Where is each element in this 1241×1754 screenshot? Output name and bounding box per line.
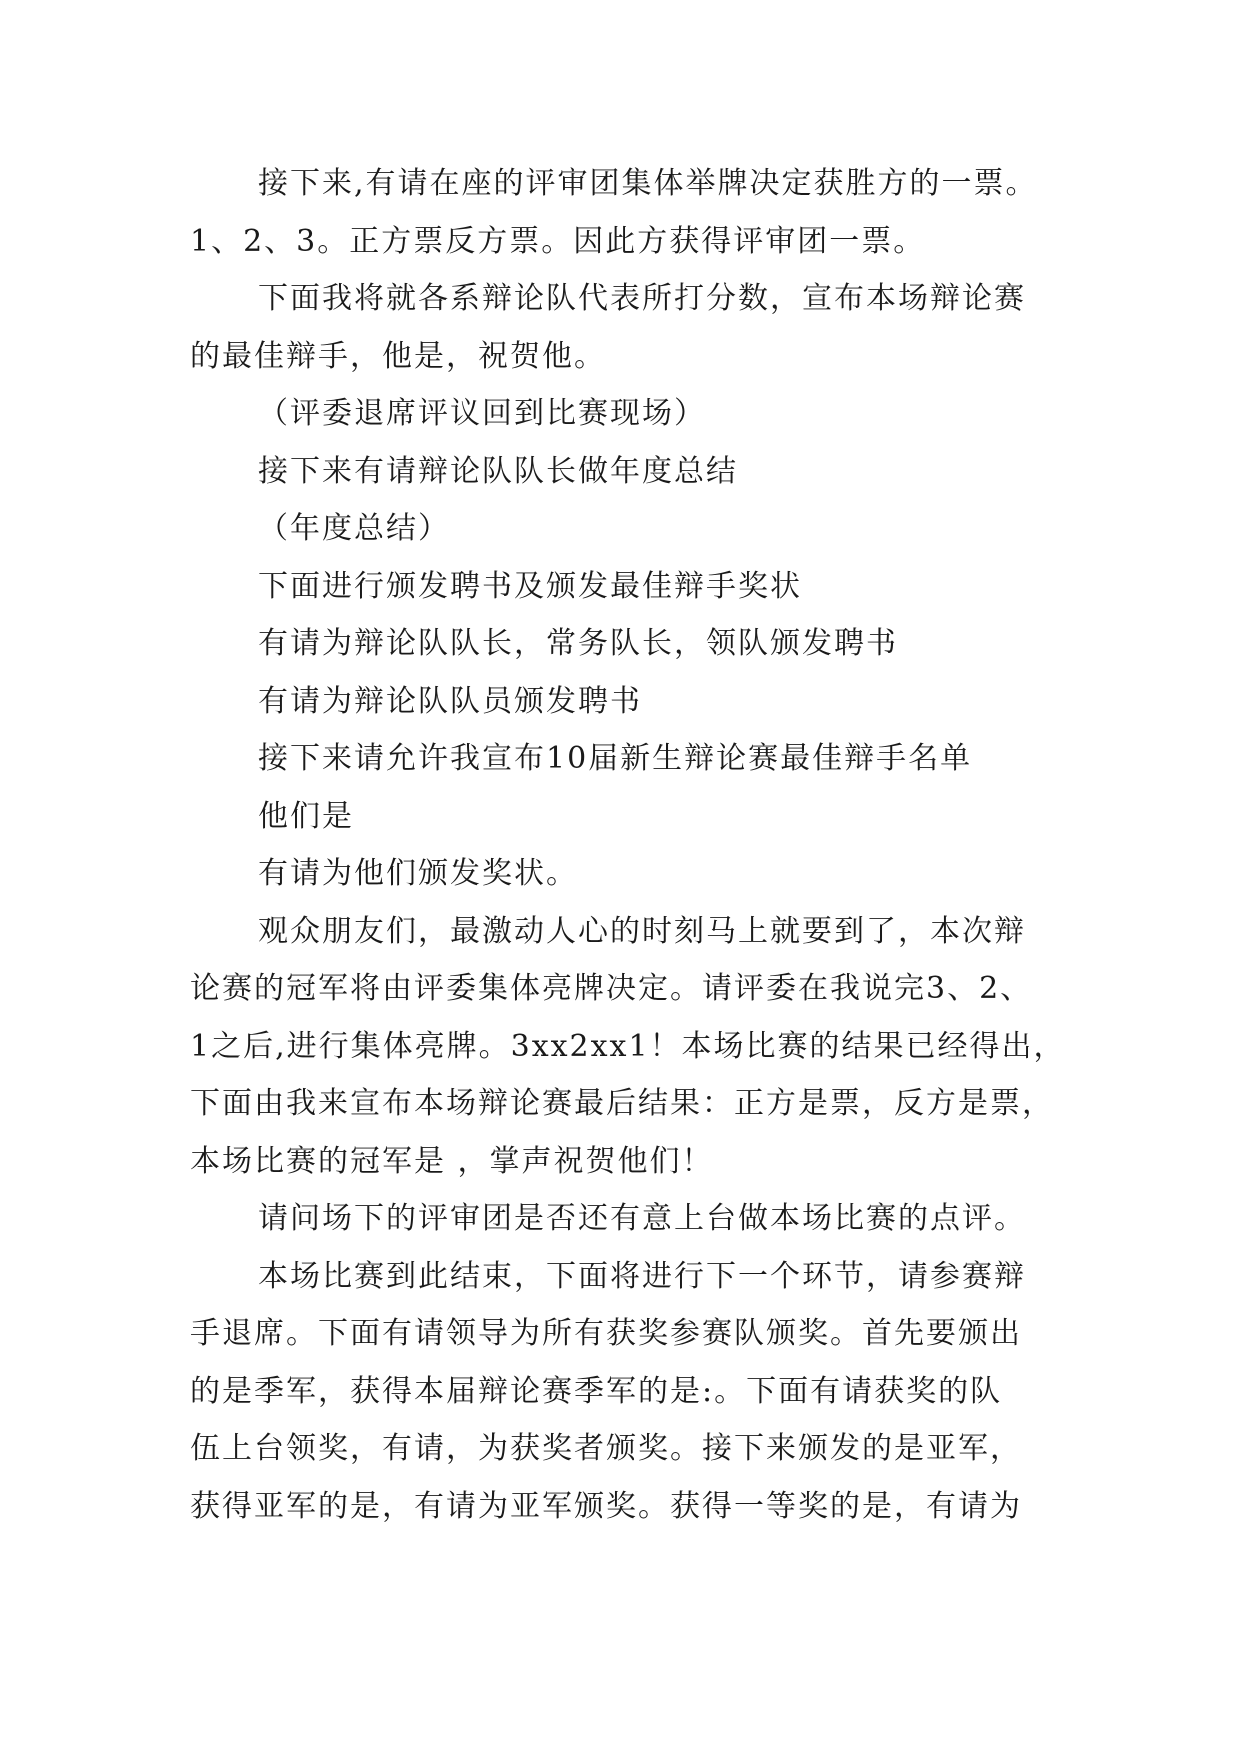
paragraph-line: 接下来请允许我宣布10届新生辩论赛最佳辩手名单 <box>258 741 973 776</box>
paragraph-line: 本场比赛到此结束，下面将进行下一个环节，请参赛辩 <box>258 1258 1026 1294</box>
paragraph-line: （年度总结） <box>258 511 450 546</box>
paragraph-line: 的是季军，获得本届辩论赛季军的是:。下面有请获奖的队 <box>190 1373 1003 1409</box>
document-body <box>190 155 1120 1535</box>
paragraph-line: 接下来有请辩论队队长做年度总结 <box>258 453 738 489</box>
paragraph-line: 1、2、3。正方票反方票。因此方获得评审团一票。 <box>190 223 926 259</box>
paragraph-line: 有请为辩论队队员颁发聘书 <box>258 683 642 719</box>
paragraph-line: 本场比赛的冠军是 ，掌声祝贺他们！ <box>190 1143 714 1179</box>
paragraph-line: 伍上台领奖，有请，为获奖者颁奖。接下来颁发的是亚军， <box>190 1431 1022 1466</box>
paragraph-line: 下面我将就各系辩论队代表所打分数，宣布本场辩论赛 <box>258 281 1026 316</box>
paragraph-line: 的最佳辩手，他是，祝贺他。 <box>190 338 606 374</box>
paragraph-line: 有请为他们颁发奖状。 <box>258 856 578 891</box>
paragraph-line: 接下来,有请在座的评审团集体举牌决定获胜方的一票。 <box>258 166 1038 201</box>
paragraph-line: 他们是 <box>258 798 354 834</box>
paragraph-line: （评委退席评议回到比赛现场） <box>258 396 706 431</box>
paragraph-line: 论赛的冠军将由评委集体亮牌决定。请评委在我说完3、2、 <box>190 971 1033 1006</box>
paragraph-line: 有请为辩论队队长，常务队长，领队颁发聘书 <box>258 626 898 661</box>
paragraph-line: 下面进行颁发聘书及颁发最佳辩手奖状 <box>258 568 802 604</box>
paragraph-line: 1之后,进行集体亮牌。3xx2xx1！本场比赛的结果已经得出， <box>190 1028 1066 1064</box>
paragraph-line: 观众朋友们，最激动人心的时刻马上就要到了，本次辩 <box>258 913 1026 949</box>
paragraph-line: 手退席。下面有请领导为所有获奖参赛队颁奖。首先要颁出 <box>190 1316 1022 1351</box>
paragraph-line: 获得亚军的是，有请为亚军颁奖。获得一等奖的是，有请为 <box>190 1488 1022 1524</box>
paragraph-line: 请问场下的评审团是否还有意上台做本场比赛的点评。 <box>258 1201 1026 1236</box>
paragraph-line: 下面由我来宣布本场辩论赛最后结果：正方是票，反方是票， <box>190 1086 1054 1121</box>
